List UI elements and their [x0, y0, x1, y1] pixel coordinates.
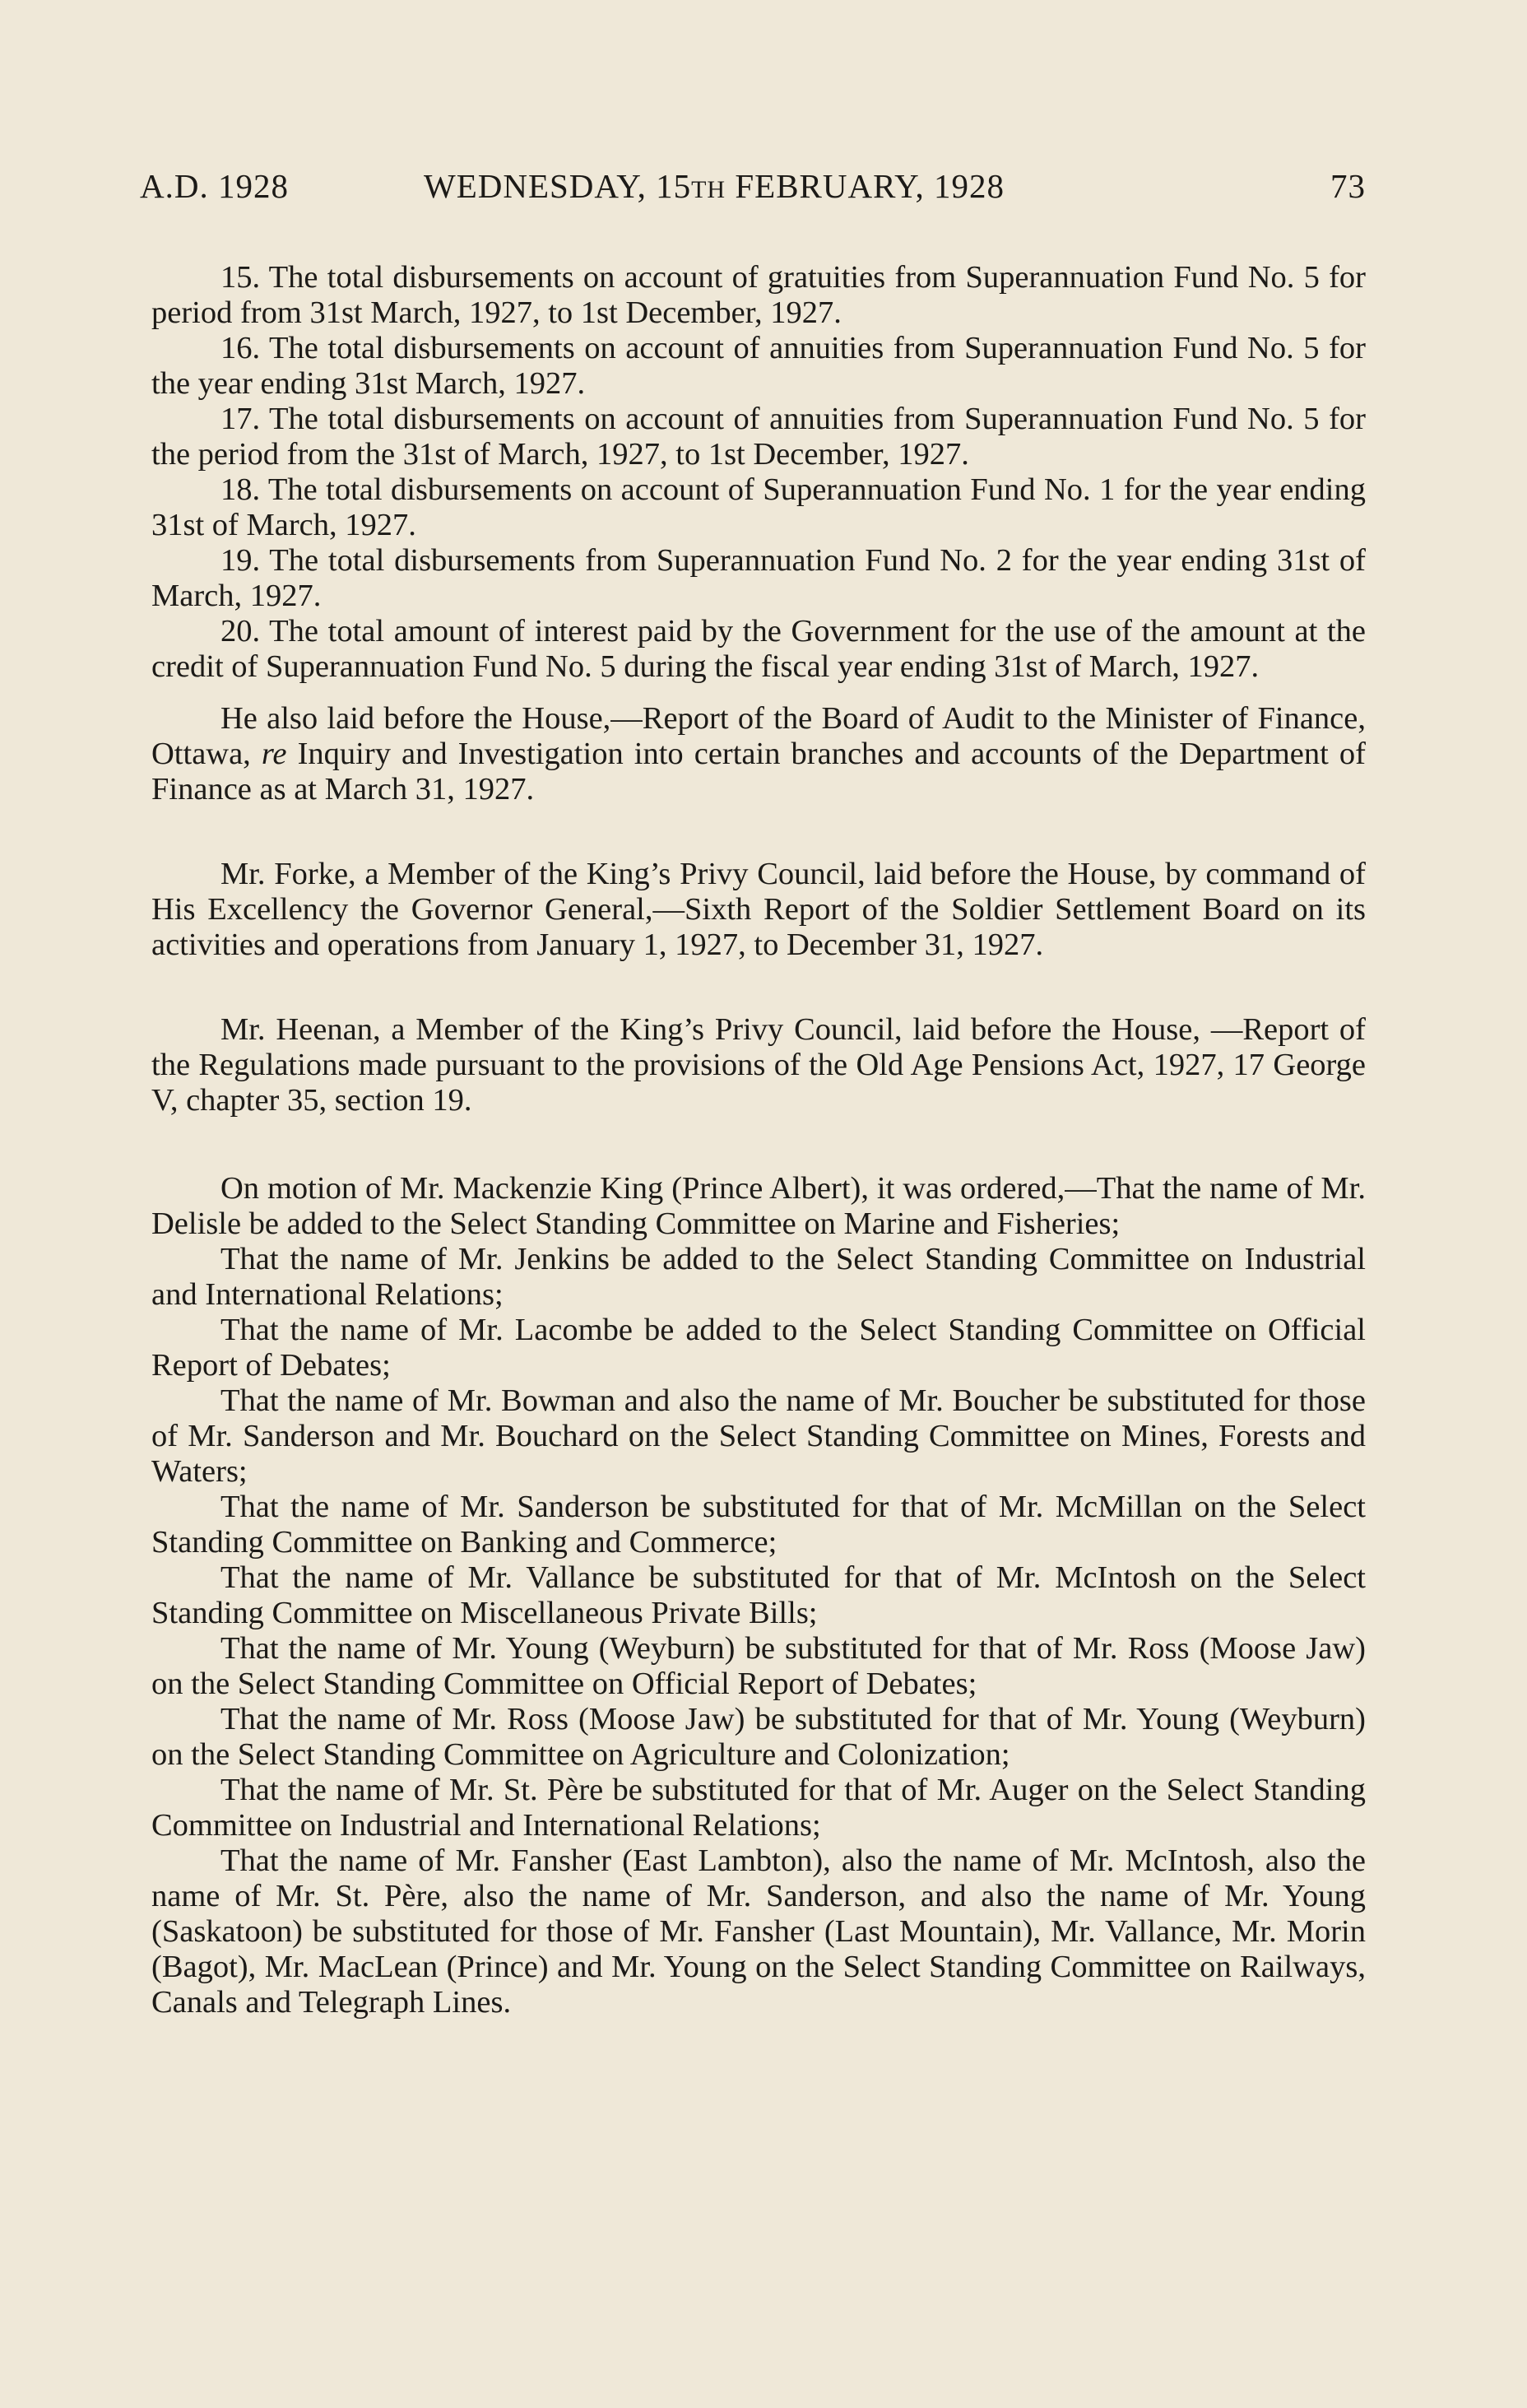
- motion-item: That the name of Mr. St. Père be substituted for that of Mr. Auger on the Select Standing Committee on Industrial and International Relations;: [151, 1773, 1366, 1843]
- board-of-audit-report: He also laid before the House,—Report of the Board of Audit to the Minister of Finance, Ottawa, re Inquiry and Investigation into certain branches and accounts of the Department of Finance as at March 31, 1927.: [151, 701, 1366, 807]
- motion-item: That the name of Mr. Ross (Moose Jaw) be substituted for that of Mr. Young (Weyburn) on the Select Standing Committee on Agriculture and Colonization;: [151, 1702, 1366, 1772]
- item-18: 18. The total disbursements on account of Superannuation Fund No. 1 for the year ending 31st of March, 1927.: [151, 472, 1366, 542]
- header-date-suffix: TH: [691, 176, 726, 203]
- header-year: A.D. 1928: [140, 167, 289, 205]
- item-20: 20. The total amount of interest paid by the Government for the use of the amount at the credit of Superannuation Fund No. 5 during the fiscal year ending 31st of March, 1927.: [151, 614, 1366, 684]
- item-15: 15. The total disbursements on account of gratuities from Superannuation Fund No. 5 for period from 31st March, 1927, to 1st December, 1927.: [151, 260, 1366, 330]
- item-19: 19. The total disbursements from Superannuation Fund No. 2 for the year ending 31st of March, 1927.: [151, 543, 1366, 613]
- item-17: 17. The total disbursements on account of annuities from Superannuation Fund No. 5 for the period from the 31st of March, 1927, to 1st December, 1927.: [151, 402, 1366, 472]
- motion-intro: On motion of Mr. Mackenzie King (Prince Albert), it was ordered,—That the name of Mr. Delisle be added to the Select Standing Committee on Marine and Fisheries;: [151, 1171, 1366, 1241]
- motion-item: That the name of Mr. Young (Weyburn) be substituted for that of Mr. Ross (Moose Jaw) on the Select Standing Committee on Official Report of Debates;: [151, 1631, 1366, 1701]
- motion-item: That the name of Mr. Jenkins be added to the Select Standing Committee on Industrial and International Relations;: [151, 1242, 1366, 1312]
- item-16: 16. The total disbursements on account of annuities from Superannuation Fund No. 5 for the year ending 31st March, 1927.: [151, 331, 1366, 401]
- motion-item: That the name of Mr. Fansher (East Lambton), also the name of Mr. McIntosh, also the name of Mr. St. Père, also the name of Mr. Sanderson, and also the name of Mr. Young (Saskatoon) be substituted for those of Mr. Fansher (Last Mountain), Mr. Vallance, Mr. Morin (Bagot), Mr. MacLean (Prince) and Mr. Young on the Select Standing Committee on Railways, Canals and Telegraph Lines.: [151, 1843, 1366, 2020]
- forke-report: Mr. Forke, a Member of the King’s Privy Council, laid before the House, by command of His Excellency the Governor General,—Sixth Report of the Soldier Settlement Board on its activities and operations from January 1, 1927, to December 31, 1927.: [151, 857, 1366, 962]
- page-body: [151, 260, 1366, 2020]
- motion-item: That the name of Mr. Sanderson be substituted for that of Mr. McMillan on the Select Standing Committee on Banking and Commerce;: [151, 1490, 1366, 1560]
- heenan-report: Mr. Heenan, a Member of the King’s Privy Council, laid before the House, —Report of the Regulations made pursuant to the provisions of the Old Age Pensions Act, 1927, 17 George V, chapter 35, section 19.: [151, 1012, 1366, 1118]
- motion-item: That the name of Mr. Lacombe be added to the Select Standing Committee on Official Report of Debates;: [151, 1313, 1366, 1383]
- page-number: 73: [1330, 167, 1366, 205]
- running-header: [140, 166, 1366, 216]
- header-date: WEDNESDAY, 15TH FEBRUARY, 1928: [424, 167, 1005, 205]
- motion-item: That the name of Mr. Bowman and also the name of Mr. Boucher be substituted for those of Mr. Sanderson and Mr. Bouchard on the Select Standing Committee on Mines, Forests and Waters;: [151, 1383, 1366, 1489]
- motion-item: That the name of Mr. Vallance be substituted for that of Mr. McIntosh on the Select Standing Committee on Miscellaneous Private Bills;: [151, 1560, 1366, 1630]
